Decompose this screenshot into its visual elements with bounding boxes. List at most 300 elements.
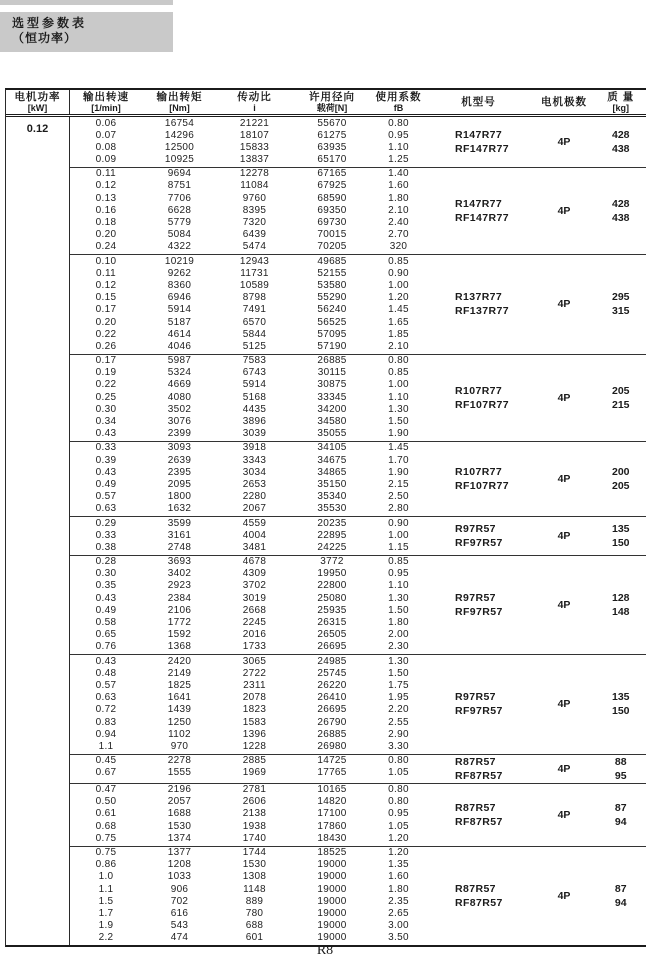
- poles-cell: 4P: [557, 298, 571, 311]
- table-section: [70, 254, 646, 354]
- output-torque-cell: 1208: [167, 859, 192, 871]
- ratio-cell: 18107: [239, 129, 270, 141]
- output-speed-cell: 0.48: [95, 667, 117, 679]
- output-torque-cell: 3093: [167, 442, 192, 454]
- section-meta: [425, 517, 646, 555]
- table-row: [70, 455, 425, 467]
- table-row: [70, 871, 425, 883]
- output-speed-cell: 0.17: [95, 304, 117, 316]
- output-torque-cell: 1377: [167, 847, 192, 858]
- output-speed-cell: 0.57: [95, 491, 117, 503]
- output-torque-cell: 5914: [167, 304, 192, 316]
- ratio-cell: 3481: [242, 541, 267, 553]
- table-row: [70, 379, 425, 391]
- model-cell: [425, 355, 532, 441]
- output-speed-cell: 0.10: [95, 255, 117, 267]
- section-meta: [425, 168, 646, 254]
- radial-load-cell: 30115: [317, 367, 347, 379]
- radial-load-cell: 19000: [317, 871, 347, 883]
- output-speed-cell: 1.9: [98, 920, 114, 932]
- output-torque-cell: 1688: [167, 808, 192, 820]
- page-title-line2: （恒功率）: [12, 31, 78, 45]
- ratio-cell: 5914: [242, 379, 267, 391]
- output-torque-cell: 1592: [167, 629, 192, 641]
- mass-value: 295: [611, 291, 630, 304]
- service-factor-cell: 0.95: [388, 129, 409, 141]
- radial-load-cell: 18525: [317, 847, 347, 858]
- poles-cell: 4P: [557, 598, 571, 611]
- ratio-cell: 13837: [239, 154, 270, 166]
- ratio-cell: 4004: [242, 529, 267, 541]
- model-number: R87R57: [455, 882, 496, 895]
- radial-load-cell: 22800: [317, 580, 347, 592]
- ratio-cell: 5125: [242, 340, 267, 352]
- output-torque-cell: 1033: [167, 871, 192, 883]
- mass-value: 315: [611, 305, 630, 318]
- mass-value: 150: [611, 705, 630, 718]
- section-meta: [425, 755, 646, 783]
- output-speed-cell: 0.26: [95, 340, 117, 352]
- col-header-poles: 电机极数: [541, 96, 587, 108]
- mass-value: 428: [611, 128, 630, 141]
- output-speed-cell: 0.83: [95, 716, 117, 728]
- output-torque-cell: 5987: [167, 355, 192, 367]
- mass-value: 87: [614, 882, 627, 895]
- table-section: [70, 516, 646, 555]
- model-number: RF87R57: [455, 896, 503, 909]
- ratio-cell: 1969: [242, 767, 267, 779]
- output-torque-cell: 4080: [167, 391, 192, 403]
- section-rows: [70, 442, 425, 516]
- output-speed-cell: 1.0: [98, 871, 114, 883]
- table-row: [70, 692, 425, 704]
- table-row: [70, 920, 425, 932]
- radial-load-cell: 30875: [317, 379, 347, 391]
- model-number: R107R77: [455, 465, 503, 478]
- table-row: [70, 605, 425, 617]
- output-torque-cell: 2196: [167, 784, 192, 796]
- table-row: [70, 491, 425, 503]
- model-number: RF87R57: [455, 815, 503, 828]
- ratio-cell: 4435: [242, 403, 267, 415]
- mass-cell: [596, 168, 646, 254]
- mass-value: 438: [611, 142, 630, 155]
- output-speed-cell: 0.22: [95, 379, 117, 391]
- radial-load-cell: 25935: [317, 604, 347, 616]
- service-factor-cell: 0.90: [388, 517, 409, 529]
- ratio-cell: 3896: [242, 416, 267, 427]
- table-row: [70, 280, 425, 292]
- table-row: [70, 656, 425, 668]
- service-factor-cell: 1.00: [388, 379, 409, 391]
- radial-load-cell: 24225: [317, 541, 347, 553]
- table-row: [70, 241, 425, 253]
- output-torque-cell: 1250: [167, 716, 192, 728]
- output-torque-cell: 474: [170, 932, 189, 944]
- table-row: [70, 341, 425, 353]
- table-row: [70, 821, 425, 833]
- table-row: [70, 668, 425, 680]
- output-torque-cell: 1439: [167, 704, 192, 716]
- ratio-cell: 5844: [242, 328, 267, 340]
- title-box-top-strip: [0, 0, 173, 5]
- ratio-cell: 3918: [242, 442, 267, 454]
- mass-value: 135: [611, 522, 630, 535]
- table-row: [70, 168, 425, 180]
- model-cell: [425, 556, 532, 655]
- service-factor-cell: 0.80: [388, 355, 409, 367]
- mass-value: 205: [611, 479, 630, 492]
- output-torque-cell: 2278: [167, 755, 192, 767]
- table-row: [70, 142, 425, 154]
- output-torque-cell: 5324: [167, 367, 192, 379]
- mass-cell: [596, 556, 646, 655]
- output-torque-cell: 8360: [167, 279, 192, 291]
- ratio-cell: 6743: [242, 367, 267, 379]
- output-speed-cell: 0.29: [95, 517, 117, 529]
- table-row: [70, 329, 425, 341]
- service-factor-cell: 1.30: [388, 592, 409, 604]
- table-row: [70, 896, 425, 908]
- table-row: [70, 859, 425, 871]
- ratio-cell: 1308: [242, 871, 267, 883]
- section-meta: [425, 847, 646, 946]
- output-torque-cell: 7706: [167, 192, 192, 204]
- output-torque-cell: 1641: [167, 692, 192, 704]
- output-torque-cell: 2384: [167, 592, 192, 604]
- radial-load-cell: 70015: [317, 229, 347, 241]
- output-speed-cell: 0.61: [95, 808, 117, 820]
- output-speed-cell: 1.5: [98, 895, 114, 907]
- radial-load-cell: 20235: [317, 517, 347, 529]
- ratio-cell: 1740: [242, 832, 267, 844]
- ratio-cell: 2668: [242, 604, 267, 616]
- poles-cell: 4P: [557, 762, 571, 775]
- service-factor-cell: 2.30: [388, 641, 409, 653]
- output-speed-cell: 0.63: [95, 692, 117, 704]
- output-torque-cell: 9262: [167, 267, 192, 279]
- output-torque-cell: 2748: [167, 541, 192, 553]
- service-factor-cell: 1.10: [388, 141, 409, 153]
- output-speed-cell: 0.75: [95, 832, 117, 844]
- model-number: R87R57: [455, 755, 496, 768]
- radial-load-cell: 26885: [317, 728, 347, 740]
- ratio-cell: 11084: [240, 180, 269, 192]
- mass-value: 95: [614, 769, 627, 782]
- radial-load-cell: 65170: [317, 154, 347, 166]
- output-torque-cell: 2639: [167, 454, 192, 466]
- radial-load-cell: 26790: [317, 716, 347, 728]
- output-speed-cell: 0.20: [95, 229, 117, 241]
- table-row: [70, 130, 425, 142]
- service-factor-cell: 2.50: [388, 491, 409, 503]
- service-factor-cell: 1.30: [388, 655, 409, 667]
- service-factor-cell: 1.75: [388, 679, 409, 691]
- ratio-cell: 1396: [242, 728, 267, 740]
- ratio-cell: 1530: [242, 859, 267, 871]
- table-section: [70, 117, 646, 167]
- ratio-cell: 2067: [242, 503, 267, 515]
- poles-cell: 4P: [557, 529, 571, 542]
- table-row: [70, 205, 425, 217]
- section-rows: [70, 117, 425, 167]
- output-speed-cell: 0.50: [95, 796, 117, 808]
- model-number: RF87R57: [455, 769, 503, 782]
- section-meta: [425, 355, 646, 441]
- table-row: [70, 467, 425, 479]
- table-row: [70, 442, 425, 454]
- output-torque-cell: 2399: [167, 428, 192, 440]
- radial-load-cell: 19000: [317, 895, 347, 907]
- service-factor-cell: 1.90: [388, 466, 409, 478]
- ratio-cell: 2653: [242, 478, 267, 490]
- service-factor-cell: 1.60: [388, 871, 409, 883]
- output-speed-cell: 0.43: [95, 592, 117, 604]
- ratio-cell: 1148: [243, 883, 266, 895]
- table-row: [70, 741, 425, 753]
- service-factor-cell: 1.95: [388, 692, 409, 704]
- model-cell: [425, 655, 532, 754]
- service-factor-cell: 1.85: [388, 328, 409, 340]
- output-torque-cell: 1800: [167, 491, 192, 503]
- table-row: [70, 118, 425, 130]
- radial-load-cell: 68590: [317, 192, 347, 204]
- model-number: RF97R57: [455, 705, 503, 718]
- ratio-cell: 601: [245, 932, 264, 944]
- radial-load-cell: 53580: [317, 279, 347, 291]
- model-number: RF97R57: [455, 536, 503, 549]
- col-header-ratio: 传动比 i: [237, 91, 272, 113]
- ratio-cell: 2280: [242, 491, 267, 503]
- table-row: [70, 479, 425, 491]
- ratio-cell: 2016: [242, 629, 267, 641]
- output-speed-cell: 2.2: [98, 932, 114, 944]
- table-row: [70, 317, 425, 329]
- service-factor-cell: 0.80: [388, 796, 409, 808]
- poles-cell: 4P: [557, 808, 571, 821]
- radial-load-cell: 49685: [317, 255, 347, 267]
- service-factor-cell: 1.00: [388, 279, 409, 291]
- service-factor-cell: 3.00: [388, 920, 409, 932]
- ratio-cell: 889: [245, 895, 264, 907]
- output-speed-cell: 1.1: [98, 883, 114, 895]
- ratio-cell: 7320: [242, 217, 267, 228]
- radial-load-cell: 57190: [317, 340, 347, 352]
- output-speed-cell: 0.33: [95, 442, 117, 454]
- output-speed-cell: 0.45: [95, 755, 117, 767]
- model-number: RF147R77: [455, 211, 509, 224]
- output-speed-cell: 0.15: [95, 292, 117, 304]
- mass-value: 438: [611, 211, 630, 224]
- output-torque-cell: 2420: [167, 655, 192, 667]
- radial-load-cell: 10165: [317, 784, 347, 796]
- output-speed-cell: 0.17: [95, 355, 117, 367]
- table-row: [70, 180, 425, 192]
- table-row: [70, 268, 425, 280]
- table-row: [70, 416, 425, 428]
- output-speed-cell: 0.12: [95, 180, 117, 192]
- ratio-cell: 1823: [242, 704, 267, 716]
- mass-cell: [596, 847, 646, 946]
- service-factor-cell: 0.80: [388, 755, 409, 767]
- model-number: RF107R77: [455, 398, 509, 411]
- output-speed-cell: 0.35: [95, 580, 117, 592]
- model-cell: [425, 784, 532, 846]
- table-section: [70, 441, 646, 516]
- table-row: [70, 556, 425, 568]
- output-speed-cell: 0.24: [95, 241, 117, 253]
- section-meta: [425, 556, 646, 655]
- service-factor-cell: 2.70: [388, 229, 409, 241]
- radial-load-cell: 55670: [317, 117, 347, 129]
- col-header-output-torque: 输出转矩 [Nm]: [156, 91, 203, 113]
- ratio-cell: 3343: [242, 454, 267, 466]
- table-body: [6, 117, 646, 945]
- table-row: [70, 367, 425, 379]
- ratio-cell: 2885: [242, 755, 267, 767]
- output-torque-cell: 4046: [167, 340, 192, 352]
- table-row: [70, 355, 425, 367]
- table-row: [70, 641, 425, 653]
- output-speed-cell: 0.08: [95, 141, 117, 153]
- radial-load-cell: 19950: [317, 568, 347, 580]
- service-factor-cell: 1.30: [388, 403, 409, 415]
- output-speed-cell: 0.57: [95, 679, 117, 691]
- ratio-cell: 1744: [242, 847, 267, 858]
- ratio-cell: 8798: [242, 292, 267, 304]
- output-speed-cell: 0.86: [95, 859, 117, 871]
- table-section: [70, 846, 646, 946]
- output-torque-cell: 1825: [167, 679, 192, 691]
- model-number: R137R77: [455, 291, 503, 304]
- mass-value: 150: [611, 536, 630, 549]
- ratio-cell: 2078: [242, 692, 267, 704]
- radial-load-cell: 26220: [317, 679, 347, 691]
- model-number: R97R57: [455, 522, 496, 535]
- output-speed-cell: 0.49: [95, 604, 117, 616]
- service-factor-cell: 1.45: [388, 304, 409, 316]
- radial-load-cell: 14725: [317, 755, 347, 767]
- output-torque-cell: 5084: [167, 229, 192, 241]
- radial-load-cell: 22895: [317, 529, 347, 541]
- col-header-model: 机型号: [461, 96, 496, 108]
- radial-load-cell: 34865: [317, 466, 347, 478]
- ratio-cell: 12943: [239, 255, 270, 267]
- ratio-cell: 6439: [242, 229, 267, 241]
- model-number: R97R57: [455, 691, 496, 704]
- radial-load-cell: 35340: [317, 491, 347, 503]
- output-speed-cell: 0.72: [95, 704, 117, 716]
- output-speed-cell: 0.75: [95, 847, 117, 858]
- ratio-cell: 1938: [242, 820, 267, 832]
- output-torque-cell: 2149: [167, 667, 192, 679]
- output-speed-cell: 0.28: [95, 556, 117, 568]
- output-speed-cell: 0.25: [95, 391, 117, 403]
- ratio-cell: 780: [245, 907, 264, 919]
- radial-load-cell: 19000: [317, 907, 347, 919]
- service-factor-cell: 2.80: [388, 503, 409, 515]
- col-header-motor-power: 电机功率 [kW]: [6, 90, 70, 114]
- mass-cell: [596, 655, 646, 754]
- model-number: RF137R77: [455, 305, 509, 318]
- poles-cell: 4P: [557, 698, 571, 711]
- model-number: R107R77: [455, 384, 503, 397]
- output-speed-cell: 0.94: [95, 728, 117, 740]
- radial-load-cell: 25080: [317, 592, 347, 604]
- output-speed-cell: 0.38: [95, 541, 117, 553]
- output-speed-cell: 0.07: [95, 129, 117, 141]
- output-torque-cell: 8751: [167, 180, 192, 192]
- section-rows: [70, 168, 425, 254]
- table-row: [70, 767, 425, 779]
- output-torque-cell: 2923: [167, 580, 192, 592]
- radial-load-cell: 34675: [317, 454, 347, 466]
- output-speed-cell: 0.67: [95, 767, 117, 779]
- service-factor-cell: 1.60: [388, 180, 409, 192]
- mass-value: 215: [611, 398, 630, 411]
- mass-value: 205: [611, 384, 630, 397]
- output-speed-cell: 0.13: [95, 192, 117, 204]
- table-row: [70, 568, 425, 580]
- ratio-cell: 3702: [242, 580, 267, 592]
- output-torque-cell: 1530: [167, 820, 192, 832]
- output-speed-cell: 0.30: [95, 568, 117, 580]
- mass-value: 87: [614, 801, 627, 814]
- radial-load-cell: 56240: [317, 304, 347, 316]
- output-torque-cell: 543: [170, 920, 189, 932]
- radial-load-cell: 67165: [317, 168, 347, 180]
- radial-load-cell: 26695: [317, 704, 347, 716]
- mass-value: 94: [614, 896, 627, 909]
- service-factor-cell: 2.20: [388, 704, 409, 716]
- radial-load-cell: 33345: [317, 391, 347, 403]
- output-torque-cell: 906: [170, 883, 189, 895]
- service-factor-cell: 2.35: [388, 895, 409, 907]
- service-factor-cell: 2.65: [388, 907, 409, 919]
- radial-load-cell: 70205: [317, 241, 347, 253]
- output-speed-cell: 0.34: [95, 416, 117, 427]
- radial-load-cell: 25745: [317, 667, 347, 679]
- output-torque-cell: 5779: [167, 217, 192, 228]
- section-rows: [70, 847, 425, 946]
- poles-cell: 4P: [557, 889, 571, 902]
- ratio-cell: 7491: [242, 304, 267, 316]
- output-torque-cell: 2106: [167, 604, 192, 616]
- mass-cell: [596, 117, 646, 167]
- section-meta: [425, 442, 646, 516]
- radial-load-cell: 35150: [317, 478, 347, 490]
- table-row: [70, 428, 425, 440]
- poles-cell: 4P: [557, 204, 571, 217]
- table-section: [70, 654, 646, 754]
- table-row: [70, 229, 425, 241]
- radial-load-cell: 19000: [317, 932, 347, 944]
- model-number: R147R77: [455, 197, 503, 210]
- radial-load-cell: 69730: [317, 217, 347, 228]
- service-factor-cell: 320: [389, 241, 408, 253]
- ratio-cell: 4559: [242, 517, 267, 529]
- service-factor-cell: 1.10: [388, 391, 409, 403]
- table-sections: [70, 117, 646, 945]
- service-factor-cell: 3.30: [388, 740, 409, 752]
- ratio-cell: 3039: [242, 428, 267, 440]
- radial-load-cell: 26410: [317, 692, 347, 704]
- ratio-cell: 1228: [242, 740, 267, 752]
- table-row: [70, 784, 425, 796]
- section-rows: [70, 755, 425, 783]
- service-factor-cell: 1.10: [388, 580, 409, 592]
- model-cell: [425, 755, 532, 783]
